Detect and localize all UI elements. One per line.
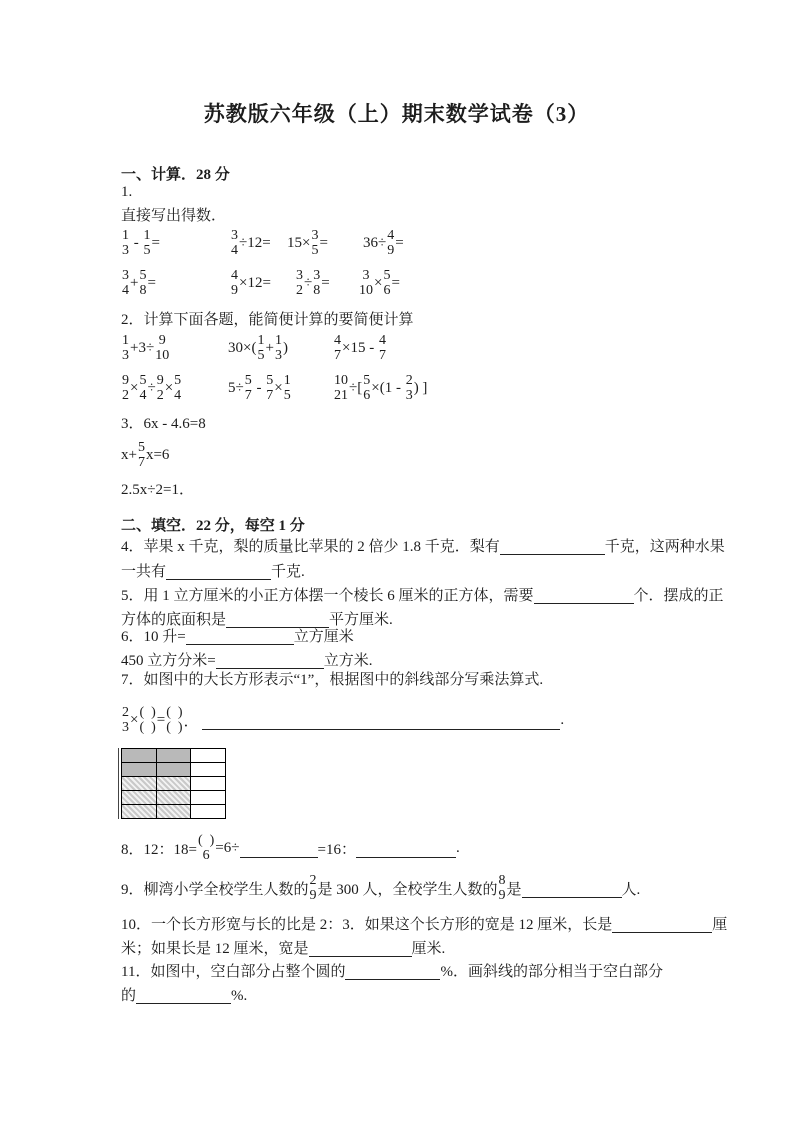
fraction-denominator: 4 <box>139 388 147 403</box>
answer-blank <box>240 857 318 858</box>
math-text: = <box>321 274 330 291</box>
fraction-denominator: 3 <box>274 348 282 363</box>
math-text: . <box>455 839 460 856</box>
fraction-denominator: 4 <box>122 283 129 298</box>
math-text: = <box>147 274 156 291</box>
fraction <box>230 228 239 258</box>
fraction-denominator: 5 <box>311 243 319 258</box>
q1-number: 1. <box>121 184 133 200</box>
answer-blank <box>612 918 712 933</box>
math-text: =6÷ <box>215 839 240 856</box>
math-text: 方体的底面积是 <box>121 612 227 628</box>
q2-heading: 2．计算下面各题，能简便计算的要简便计算 <box>121 312 414 328</box>
math-text: = <box>391 274 400 291</box>
math-expression <box>287 222 328 264</box>
q4-line1 <box>121 535 725 556</box>
fraction-denominator: 3 <box>122 243 129 258</box>
fraction <box>138 268 147 298</box>
math-expression <box>121 222 160 264</box>
fraction-numerator: 1 <box>283 373 291 388</box>
math-text: . <box>560 711 565 728</box>
fraction <box>138 705 156 735</box>
fraction-denominator: 2 <box>156 388 164 403</box>
fraction-numerator: 5 <box>383 268 391 283</box>
fraction-numerator: ( ) <box>197 833 215 848</box>
fraction <box>274 333 283 363</box>
fraction <box>244 373 253 403</box>
math-text: ÷12= <box>239 234 271 251</box>
math-text: 是 300 人，全校学生人数的 <box>317 881 498 898</box>
answer-blank <box>534 589 634 604</box>
fraction-denominator: 6 <box>202 848 210 863</box>
fraction-numerator: 1 <box>143 228 151 243</box>
q11-line1 <box>121 960 663 981</box>
fraction-numerator: 3 <box>122 268 129 283</box>
math-text: - <box>130 234 143 251</box>
fraction-numerator: 9 <box>158 333 166 348</box>
grid-cell-hatch <box>157 777 190 790</box>
math-text: 千克. <box>271 564 305 580</box>
fraction <box>310 228 319 258</box>
fraction-denominator: ( ) <box>166 720 183 735</box>
math-text: x=6 <box>145 446 170 463</box>
fraction-numerator: 3 <box>311 228 319 243</box>
math-expression <box>121 262 156 304</box>
math-text: 6．10 升= <box>121 629 186 645</box>
fraction-numerator: 5 <box>174 373 182 388</box>
math-expression <box>333 367 427 409</box>
math-text: 厘 <box>712 917 728 933</box>
math-text: 是 <box>506 881 522 898</box>
fraction-denominator: 4 <box>231 243 238 258</box>
math-expression <box>363 222 404 264</box>
fraction <box>382 268 391 298</box>
math-text: + <box>130 274 139 291</box>
fraction <box>295 268 304 298</box>
fraction-numerator: 4 <box>334 333 341 348</box>
math-text: ÷ <box>304 274 313 291</box>
fraction-numerator: 3 <box>231 228 238 243</box>
math-text: = <box>156 711 166 728</box>
fraction-denominator: 6 <box>383 283 391 298</box>
answer-blank <box>356 857 456 858</box>
fraction <box>498 873 507 903</box>
grid-cell-white <box>191 805 225 818</box>
math-text: 4．苹果 x 千克，梨的质量比苹果的 2 倍少 1.8 千克．梨有 <box>121 539 500 555</box>
math-text: 9．柳湾小学全校学生人数的 <box>121 881 309 898</box>
fraction-numerator: 5 <box>139 268 147 283</box>
fraction-denominator: 3 <box>122 720 129 735</box>
q3-equation-1: 3．6x - 4.6=8 <box>121 416 206 432</box>
q7-equation <box>121 697 564 743</box>
fraction-denominator: 3 <box>405 388 413 403</box>
q1-prompt: 直接写出得数． <box>121 208 227 224</box>
math-expression <box>228 327 288 369</box>
fraction-numerator: 1 <box>122 333 129 348</box>
fraction-denominator: 3 <box>122 348 129 363</box>
fraction-denominator: 7 <box>378 348 386 363</box>
math-text: 10．一个长方形宽与长的比是 2：3．如果这个长方形的宽是 12 厘米，长是 <box>121 917 613 933</box>
fraction-numerator: 9 <box>122 373 129 388</box>
fraction-numerator: 5 <box>266 373 274 388</box>
fraction-denominator: 8 <box>313 283 321 298</box>
fraction-denominator: 9 <box>309 888 317 903</box>
q8-line <box>121 826 460 870</box>
fraction-denominator: 8 <box>139 283 147 298</box>
fraction-numerator: 4 <box>231 268 238 283</box>
fraction-numerator: 2 <box>405 373 413 388</box>
math-text: 米；如果长是 12 厘米，宽是 <box>121 941 309 957</box>
math-text: x+ <box>121 446 137 463</box>
fraction-numerator: 8 <box>498 873 506 888</box>
math-text: ×(1 - <box>371 379 405 396</box>
fraction <box>121 373 130 403</box>
fraction-numerator: 1 <box>257 333 265 348</box>
q3-equation-3: 2.5x÷2=1． <box>121 482 194 498</box>
math-text: 人. <box>621 881 641 898</box>
q10-line2 <box>121 937 445 958</box>
fraction-numerator: ( ) <box>139 705 156 720</box>
fraction-denominator: 5 <box>257 348 265 363</box>
math-text: 立方厘米 <box>293 629 354 645</box>
math-text: 厘米. <box>411 941 446 957</box>
fraction <box>137 440 146 470</box>
math-text: 450 立方分米= <box>121 653 216 669</box>
fraction-denominator: ( ) <box>139 720 156 735</box>
answer-blank <box>136 989 231 1004</box>
q9-line <box>121 866 640 910</box>
math-text: =16： <box>317 841 356 858</box>
fraction-denominator: 21 <box>334 388 348 403</box>
fraction <box>121 705 130 735</box>
fraction <box>333 333 342 363</box>
fraction <box>230 268 239 298</box>
math-expression <box>228 367 292 409</box>
math-text: + <box>265 339 274 356</box>
math-text: × <box>164 379 174 396</box>
fraction-numerator: 1 <box>274 333 282 348</box>
grid-cell-gray <box>122 763 156 776</box>
fraction <box>358 268 374 298</box>
fraction <box>173 373 182 403</box>
math-text: 5÷ <box>228 379 244 396</box>
math-text: 8．12：18= <box>121 841 197 858</box>
q10-line1 <box>121 913 727 934</box>
math-text: 36÷ <box>363 234 387 251</box>
q6-line1 <box>121 625 354 646</box>
fraction <box>309 873 318 903</box>
fraction-numerator: 5 <box>137 440 145 455</box>
fraction-numerator: 2 <box>309 873 317 888</box>
fraction-denominator: 2 <box>296 283 303 298</box>
answer-blank <box>522 897 622 898</box>
math-text: 个．摆成的正 <box>633 588 724 604</box>
grid-figure-table <box>121 748 226 819</box>
answer-blank <box>202 729 560 730</box>
math-expression <box>295 262 330 304</box>
math-text: 15× <box>287 234 311 251</box>
math-text: ×15 - <box>342 339 378 356</box>
math-text: %．画斜线的部分相当于空白部分 <box>440 964 663 980</box>
grid-cell-hatch <box>122 791 156 804</box>
fraction-numerator: 3 <box>362 268 370 283</box>
math-text: 千克，这两种水果 <box>604 539 725 555</box>
fraction-denominator: 5 <box>283 388 291 403</box>
fraction <box>143 228 152 258</box>
math-text: ÷ <box>147 379 156 396</box>
math-text: 的 <box>121 988 137 1004</box>
fraction-denominator: 9 <box>387 243 395 258</box>
grid-cell-white <box>191 763 225 776</box>
fraction-numerator: ( ) <box>166 705 183 720</box>
math-text: - <box>252 379 266 396</box>
grid-cell-white <box>191 777 225 790</box>
fraction-numerator: 3 <box>296 268 303 283</box>
fraction-denominator: 7 <box>334 348 341 363</box>
math-expression <box>230 222 271 264</box>
fraction <box>405 373 414 403</box>
fraction <box>121 228 130 258</box>
fraction <box>156 373 165 403</box>
fraction-denominator: 7 <box>266 388 274 403</box>
math-text: 30×( <box>228 339 257 356</box>
math-text: 一共有 <box>121 564 167 580</box>
math-text: = <box>319 234 328 251</box>
answer-blank <box>309 942 412 957</box>
fraction-grid-figure <box>121 748 226 819</box>
fraction-denominator: 2 <box>122 388 129 403</box>
fraction <box>154 333 170 363</box>
answer-blank <box>500 540 605 555</box>
grid-cell-hatch <box>157 805 190 818</box>
fraction <box>386 228 395 258</box>
fraction-numerator: 4 <box>378 333 386 348</box>
q1-row2 <box>121 262 681 304</box>
fraction <box>256 333 265 363</box>
fraction <box>265 373 274 403</box>
math-expression <box>358 262 400 304</box>
math-text: ． <box>183 713 203 730</box>
q5-line1 <box>121 584 724 605</box>
fraction-numerator: 9 <box>156 373 164 388</box>
fraction-numerator: 4 <box>387 228 395 243</box>
fraction-denominator: 7 <box>244 388 252 403</box>
math-text: × <box>374 274 383 291</box>
math-expression <box>121 327 170 369</box>
math-text: × <box>274 379 283 396</box>
fraction-denominator: 4 <box>174 388 182 403</box>
fraction-numerator: 5 <box>244 373 252 388</box>
fraction-numerator: 1 <box>122 228 129 243</box>
fraction-numerator: 5 <box>139 373 147 388</box>
fraction <box>312 268 321 298</box>
math-text: 平方厘米. <box>329 612 393 628</box>
q2-row2 <box>121 367 681 409</box>
fraction <box>283 373 292 403</box>
grid-cell-white <box>191 791 225 804</box>
grid-cell-gray <box>157 749 190 762</box>
math-text: × <box>130 379 139 396</box>
answer-blank <box>186 630 294 645</box>
fraction <box>138 373 147 403</box>
q11-line2 <box>121 984 247 1005</box>
answer-blank <box>216 654 324 669</box>
fraction-numerator: 2 <box>122 705 129 720</box>
math-text: ×12= <box>239 274 271 291</box>
grid-cell-hatch <box>122 777 156 790</box>
section1-heading: 一、计算．28 分 <box>121 167 230 183</box>
fraction <box>333 373 349 403</box>
grid-cell-gray <box>157 763 190 776</box>
fraction-denominator: 10 <box>155 348 170 363</box>
math-text: 5．用 1 立方厘米的小正方体摆一个棱长 6 厘米的正方体，需要 <box>121 588 534 604</box>
fraction-numerator: 10 <box>334 373 348 388</box>
fraction-denominator: 7 <box>137 455 145 470</box>
fraction-denominator: 10 <box>359 283 373 298</box>
q4-line2 <box>121 560 305 581</box>
q1-row1 <box>121 222 681 264</box>
fraction-denominator: 9 <box>231 283 238 298</box>
fraction-denominator: 6 <box>363 388 371 403</box>
math-text: ) <box>282 339 288 356</box>
fraction <box>197 833 215 863</box>
math-text: 11．如图中，空白部分占整个圆的 <box>121 964 346 980</box>
page-title: 苏教版六年级（上）期末数学试卷（3） <box>203 102 590 126</box>
fraction <box>121 333 130 363</box>
fraction-numerator: 3 <box>313 268 321 283</box>
answer-blank <box>345 965 440 980</box>
grid-cell-gray <box>122 749 156 762</box>
math-text: = <box>151 234 160 251</box>
q3-equation-2 <box>121 434 169 476</box>
fraction-denominator: 9 <box>498 888 506 903</box>
math-expression <box>333 327 387 369</box>
math-text: 立方米. <box>323 653 373 669</box>
math-text: %. <box>231 988 248 1004</box>
math-text: ) ] <box>413 379 428 396</box>
fraction-denominator: 5 <box>143 243 151 258</box>
fraction <box>378 333 387 363</box>
q2-row1 <box>121 327 681 369</box>
fraction <box>121 268 130 298</box>
math-text: ÷[ <box>349 379 363 396</box>
fraction <box>362 373 371 403</box>
math-text: × <box>130 711 139 728</box>
grid-cell-hatch <box>122 805 156 818</box>
math-text: +3÷ <box>130 339 155 356</box>
math-expression <box>121 367 182 409</box>
answer-blank <box>166 565 271 580</box>
fraction <box>165 705 183 735</box>
math-text: = <box>395 234 404 251</box>
math-expression <box>230 262 271 304</box>
q7-prompt: 7．如图中的大长方形表示“1”，根据图中的斜线部分写乘法算式. <box>121 672 544 688</box>
q6-line2 <box>121 649 372 670</box>
grid-cell-white <box>191 749 225 762</box>
fraction-numerator: 5 <box>363 373 371 388</box>
grid-cell-hatch <box>157 791 190 804</box>
section2-heading: 二、填空．22 分，每空 1 分 <box>121 518 305 534</box>
